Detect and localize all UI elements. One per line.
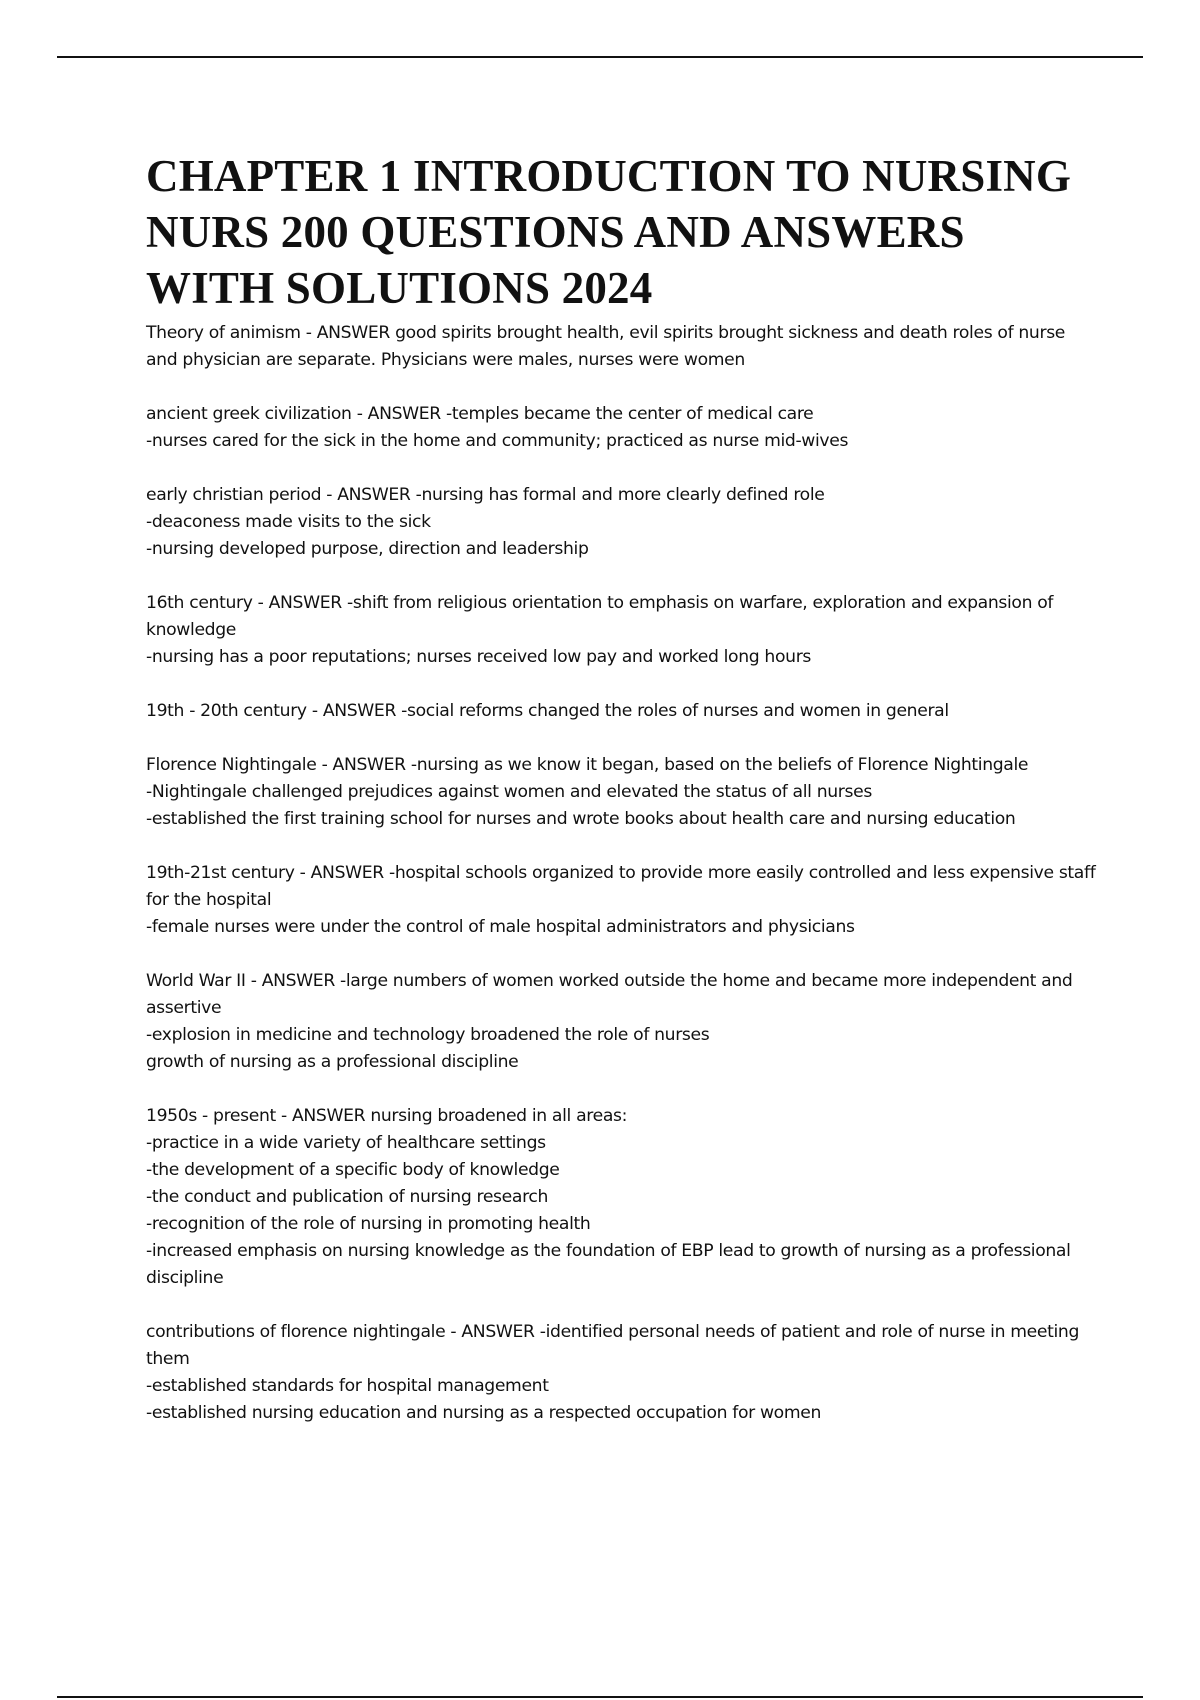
qa-entry-line: 16th century - ANSWER -shift from religious orientation to emphasis on warfare, exploration and expansion of knowledge (146, 593, 1054, 640)
qa-entry-line: -the conduct and publication of nursing research (146, 1187, 549, 1207)
bottom-divider (57, 1696, 1143, 1698)
qa-entry (146, 968, 1096, 1076)
qa-entry-line: -nursing has a poor reputations; nurses received low pay and worked long hours (146, 647, 812, 667)
document-body (146, 148, 1096, 1454)
qa-entry-line: 19th - 20th century - ANSWER -social reforms changed the roles of nurses and women in general (146, 701, 949, 721)
qa-entry-line: -Nightingale challenged prejudices against women and elevated the status of all nurses (146, 782, 872, 802)
qa-entry (146, 860, 1096, 941)
qa-entry (146, 698, 1096, 725)
qa-entry-line: -practice in a wide variety of healthcare settings (146, 1133, 546, 1153)
qa-entry (146, 401, 1096, 455)
qa-list (146, 320, 1096, 1427)
qa-entry (146, 1103, 1096, 1292)
qa-entry (146, 752, 1096, 833)
qa-entry-line: -established the first training school for nurses and wrote books about health care and nursing education (146, 809, 1016, 829)
qa-entry-line: -increased emphasis on nursing knowledge as the foundation of EBP lead to growth of nursing as a professional discipline (146, 1241, 1071, 1288)
qa-entry (146, 482, 1096, 563)
qa-entry-line: -the development of a specific body of knowledge (146, 1160, 560, 1180)
document-title: CHAPTER 1 INTRODUCTION TO NURSING NURS 200 QUESTIONS AND ANSWERS WITH SOLUTIONS 2024 (146, 151, 1072, 313)
qa-entry-line: ancient greek civilization - ANSWER -temples became the center of medical care (146, 404, 814, 424)
qa-entry-line: growth of nursing as a professional discipline (146, 1052, 519, 1072)
qa-entry-line: 19th-21st century - ANSWER -hospital schools organized to provide more easily controlled and less expensive staff for the hospital (146, 863, 1096, 910)
qa-entry-line: contributions of florence nightingale - ANSWER -identified personal needs of patient and role of nurse in meeting them (146, 1322, 1080, 1369)
qa-entry-line: -established standards for hospital management (146, 1376, 549, 1396)
qa-entry-line: -deaconess made visits to the sick (146, 512, 431, 532)
qa-entry (146, 590, 1096, 671)
qa-entry-line: -female nurses were under the control of male hospital administrators and physicians (146, 917, 855, 937)
qa-entry-line: -nurses cared for the sick in the home and community; practiced as nurse mid-wives (146, 431, 849, 451)
qa-entry-line: 1950s - present - ANSWER nursing broadened in all areas: (146, 1106, 628, 1126)
qa-entry-line: early christian period - ANSWER -nursing has formal and more clearly defined role (146, 485, 825, 505)
qa-entry-line: -explosion in medicine and technology broadened the role of nurses (146, 1025, 710, 1045)
qa-entry-line: -established nursing education and nursing as a respected occupation for women (146, 1403, 822, 1423)
qa-entry-line: -nursing developed purpose, direction and leadership (146, 539, 589, 559)
qa-entry (146, 320, 1096, 374)
qa-entry (146, 1319, 1096, 1427)
qa-entry-line: -recognition of the role of nursing in promoting health (146, 1214, 591, 1234)
qa-entry-line: Florence Nightingale - ANSWER -nursing as we know it began, based on the beliefs of Florence Nightingale (146, 755, 1029, 775)
qa-entry-line: World War II - ANSWER -large numbers of women worked outside the home and became more independent and assertive (146, 971, 1073, 1018)
top-divider (57, 56, 1143, 58)
qa-entry-line: Theory of animism - ANSWER good spirits brought health, evil spirits brought sickness and death roles of nurse and physician are separate. Physicians were males, nurses were women (146, 323, 1066, 370)
